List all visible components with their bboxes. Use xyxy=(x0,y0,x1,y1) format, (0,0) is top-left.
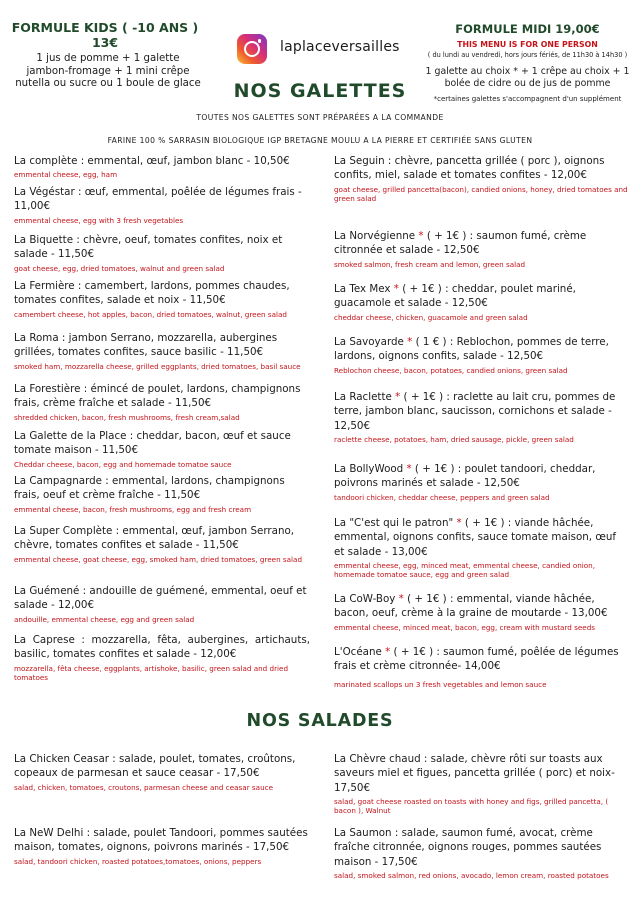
menu-item-english: smoked salmon, fresh cream and lemon, green salad xyxy=(334,259,526,269)
menu-item xyxy=(14,474,310,514)
menu-item xyxy=(334,335,628,375)
menu-item-name: La Fermière : camembert, lardons, pommes chaudes, tomates confites, salade et noix - 11,50€ xyxy=(14,280,290,307)
menu-item-name: La Campagnarde : emmental, lardons, champignons frais, oeuf et crème fraîche - 11,50€ xyxy=(14,475,285,502)
menu-item-english: goat cheese, grilled pancetta(bacon), candied onions, honey, dried tomatoes and green salad xyxy=(334,184,628,204)
menu-item-name: La complète : emmental, œuf, jambon blanc - 10,50€ xyxy=(14,155,290,167)
instagram-handle[interactable]: laplaceversailles xyxy=(280,39,400,55)
menu-item-name: La Raclette * ( + 1€ ) : raclette au lait cru, pommes de terre, jambon blanc, saucisson, cornichons et salade - 12,50€ xyxy=(334,391,616,432)
menu-item xyxy=(14,233,310,273)
menu-item-english: salad, goat cheese roasted on toasts with honey and figs, grilled pancetta, ( bacon ), Walnut xyxy=(334,796,609,816)
menu-item-name: La Tex Mex * ( + 1€ ) : cheddar, poulet mariné, guacamole et salade - 12,50€ xyxy=(334,283,576,310)
menu-item xyxy=(14,524,310,564)
menu-item-name: La Galette de la Place : cheddar, bacon, œuf et sauce tomate maison - 11,50€ xyxy=(14,430,291,457)
formule-midi-hours: ( du lundi au vendredi, hors jours fériés, de 11h30 à 14h30 ) xyxy=(427,51,628,59)
menu-item-name: La Forestière : émincé de poulet, lardons, champignons frais, crème fraîche et salade - 11,50€ xyxy=(14,383,301,410)
menu-item-name: La Savoyarde * ( 1 € ) : Reblochon, pommes de terre, lardons, oignons confits, salade - 12,50€ xyxy=(334,336,609,363)
galettes-title: NOS GALETTES xyxy=(233,80,407,102)
menu-item-english: Reblochon cheese, bacon, potatoes, candied onions, green salad xyxy=(334,365,568,375)
formule-midi-description: 1 galette au choix * + 1 crêpe au choix + 1 bolée de cidre ou de jus de pomme xyxy=(425,66,630,89)
menu-item-english: salad, smoked salmon, red onions, avocado, lemon cream, roasted potatoes xyxy=(334,870,609,880)
menu-item-english: marinated scallops un 3 fresh vegetables and lemon sauce xyxy=(334,679,547,689)
menu-item-english: Cheddar cheese, bacon, egg and homemade tomatoe sauce xyxy=(14,459,232,469)
menu-item xyxy=(334,826,628,880)
menu-item-name: La "C'est qui le patron" * ( + 1€ ) : viande hâchée, emmental, oignons confits, sauce tomate maison, œuf et salade - 13,00€ xyxy=(334,517,617,558)
menu-item-name: La Chicken Ceasar : salade, poulet, tomates, croûtons, copeaux de parmesan et sauce ceasar - 17,50€ xyxy=(14,753,296,780)
menu-item-english: andouille, emmental cheese, egg and green salad xyxy=(14,614,195,624)
menu-item xyxy=(14,154,310,180)
menu-item-english: cheddar cheese, chicken, guacamole and green salad xyxy=(334,312,528,322)
menu-item xyxy=(334,752,628,816)
menu-item-name: La CoW-Boy * ( + 1€ ) : emmental, viande hâchée, bacon, oeuf, crème à la graine de moutarde - 13,00€ xyxy=(334,593,608,620)
menu-item-english: emmental cheese, bacon, fresh mushrooms, egg and fresh cream xyxy=(14,504,252,514)
instagram-icon[interactable] xyxy=(237,34,267,64)
menu-item xyxy=(334,516,628,580)
menu-item-english: shredded chicken, bacon, fresh mushrooms, fresh cream,salad xyxy=(14,412,240,422)
menu-item-english: smoked ham, mozzarella cheese, grilled eggplants, dried tomatoes, basil sauce xyxy=(14,361,301,371)
menu-item-name: La Norvégienne * ( + 1€ ) : saumon fumé, crème citronnée et salade - 12,50€ xyxy=(334,230,587,257)
menu-item xyxy=(334,229,628,269)
menu-item xyxy=(334,462,628,502)
menu-item-name: La Biquette : chèvre, oeuf, tomates confites, noix et salade - 11,50€ xyxy=(14,234,283,261)
menu-item-name: La Caprese : mozzarella, fêta, aubergines, artichauts, basilic, tomates confites et salade - 12,00€ xyxy=(14,634,310,661)
formule-midi-title: FORMULE MIDI 19,00€ xyxy=(455,22,600,36)
menu-item xyxy=(14,826,310,866)
menu-item-english: salad, tandoori chicken, roasted potatoes,tomatoes, onions, peppers xyxy=(14,856,262,866)
menu-item-name: La Saumon : salade, saumon fumé, avocat, crème fraîche citronnée, oignons rouges, pommes sautées maison - 17,50€ xyxy=(334,827,602,868)
menu-item xyxy=(14,331,310,371)
menu-item-english: emmental cheese, goat cheese, egg, smoked ham, dried tomatoes, green salad xyxy=(14,554,303,564)
menu-item-english: salad, chicken, tomatoes, croutons, parmesan cheese and ceasar sauce xyxy=(14,782,274,792)
menu-item xyxy=(334,592,628,632)
menu-item-english: emmental cheese, minced meat, bacon, egg, cream with mustard seeds xyxy=(334,622,596,632)
galettes-subtitle-preparation: TOUTES NOS GALETTES SONT PRÉPARÉES A LA COMMANDE xyxy=(196,113,444,122)
menu-item xyxy=(14,429,310,469)
menu-item xyxy=(334,282,628,322)
menu-item-english: goat cheese, egg, dried tomatoes, walnut and green salad xyxy=(14,263,225,273)
menu-item-english: emmental cheese, egg, ham xyxy=(14,170,118,180)
formule-kids-description: 1 jus de pomme + 1 galette jambon-fromage + 1 mini crêpe nutella ou sucre ou 1 boule de glace xyxy=(15,53,201,89)
menu-item-name: La BollyWood * ( + 1€ ) : poulet tandoori, cheddar, poivrons marinés et salade - 12,50€ xyxy=(334,463,596,490)
formule-midi-note: THIS MENU IS FOR ONE PERSON xyxy=(457,40,598,49)
formule-kids-title: FORMULE KIDS ( -10 ANS ) 13€ xyxy=(11,20,199,50)
menu-item-name: La Guémené : andouille de guémené, emmental, oeuf et salade - 12,00€ xyxy=(14,585,307,612)
menu-item xyxy=(14,752,310,792)
menu-item-name: La Chèvre chaud : salade, chèvre rôti sur toasts aux saveurs miel et figues, pancetta grillée ( porc) et noix- 17,50€ xyxy=(334,753,615,794)
salades-title: NOS SALADES xyxy=(246,711,394,731)
menu-item xyxy=(334,390,628,444)
menu-item-name: L'Océane * ( + 1€ ) : saumon fumé, poêlée de légumes frais et crème citronnée- 14,00€ xyxy=(334,646,619,673)
menu-item-english: mozzarella, fêta cheese, eggplants, artishoke, basilic, green salad and dried tomatoes xyxy=(14,663,289,683)
menu-item-name: La NeW Delhi : salade, poulet Tandoori, pommes sautées maison, tomates, oignons, poivrons marinés - 17,50€ xyxy=(14,827,308,854)
galettes-subtitle-flour: FARINE 100 % SARRASIN BIOLOGIQUE IGP BRETAGNE MOULU A LA PIERRE ET CERTIFIÉE SANS GLUTEN xyxy=(107,136,533,145)
menu-item-english: tandoori chicken, cheddar cheese, peppers and green salad xyxy=(334,492,550,502)
menu-item xyxy=(14,382,310,422)
formule-midi-footnote: *certaines galettes s'accompagnent d'un supplément xyxy=(433,95,622,103)
menu-item-english: camembert cheese, hot apples, bacon, dried tomatoes, walnut, green salad xyxy=(14,309,287,319)
menu-item xyxy=(14,279,310,319)
menu-item xyxy=(14,633,310,683)
menu-item xyxy=(334,154,628,204)
menu-item-english: emmental cheese, egg, minced meat, emmental cheese, candied onion, homemade tomatoe sauce, egg and green salad xyxy=(334,560,596,580)
menu-item-name: La Roma : jambon Serrano, mozzarella, aubergines grillées, tomates confites, sauce basilic - 11,50€ xyxy=(14,332,278,359)
menu-item-name: La Seguin : chèvre, pancetta grillée ( porc ), oignons confits, miel, salade et tomates confites - 12,00€ xyxy=(334,155,605,182)
menu-item xyxy=(334,645,628,689)
menu-item xyxy=(14,185,310,225)
menu-item-english: raclette cheese, potatoes, ham, dried sausage, pickle, green salad xyxy=(334,434,574,444)
menu-item-name: La Super Complète : emmental, œuf, jambon Serrano, chèvre, tomates confites et salade - 11,50€ xyxy=(14,525,295,552)
menu-item xyxy=(14,584,310,624)
menu-item-name: La Végéstar : œuf, emmental, poêlée de légumes frais - 11,00€ xyxy=(14,186,302,213)
menu-item-english: emmental cheese, egg with 3 fresh vegetables xyxy=(14,215,184,225)
